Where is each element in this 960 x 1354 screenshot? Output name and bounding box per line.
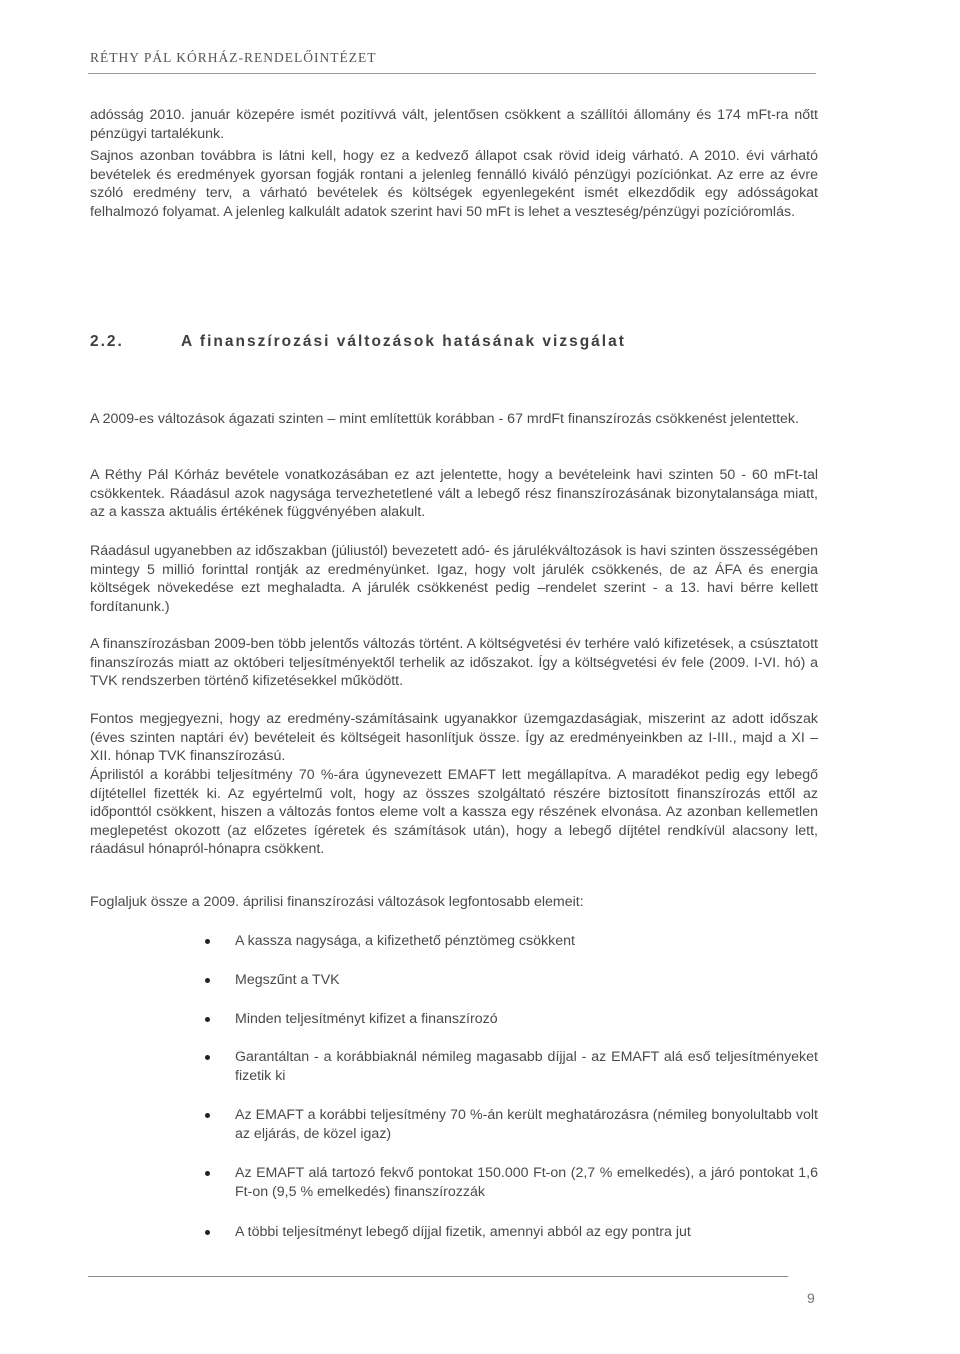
paragraph-9: Foglaljuk össze a 2009. áprilisi finanszírozási változások legfontosabb elemeit: (90, 894, 584, 910)
section-title: A finanszírozási változások hatásának vizsgálat (181, 333, 626, 350)
list-item: A többi teljesítményt lebegő díjjal fizetik, amennyi abból az egy pontra jut (235, 1223, 818, 1242)
list-item: Az EMAFT alá tartozó fekvő pontokat 150.000 Ft-on (2,7 % emelkedés), a járó pontokat 1,6 Ft-on (9,5 % emelkedés) finanszírozzák (235, 1164, 818, 1202)
paragraph-1: adósság 2010. január közepére ismét pozitívvá vált, jelentősen csökkent a szállítói állomány és 174 mFt-ra nőtt pénzügyi tartalékunk. (90, 107, 818, 142)
footer-rule (88, 1276, 788, 1277)
bullet-dot-icon (205, 1017, 210, 1022)
running-header: RÉTHY PÁL KÓRHÁZ-RENDELŐINTÉZET (90, 50, 377, 65)
bullet-dot-icon (205, 978, 210, 983)
bullet-dot-icon (205, 939, 210, 944)
bullet-dot-icon (205, 1171, 210, 1176)
list-item: Megszűnt a TVK (235, 971, 818, 990)
paragraph-4: A Réthy Pál Kórház bevétele vonatkozásában ez azt jelentette, hogy a bevételeink havi szinten 50 - 60 mFt-tal csökkentek. Ráadásul azok nagysága tervezhetetlené vált a lebegő rész finanszírozásának bizonytalansága miatt, az a kassza aktuális értékének függvényében alakult. (90, 467, 818, 520)
paragraph-3: A 2009-es változások ágazati szinten – mint említettük korábban - 67 mrdFt finanszírozás csökkenést jelentettek. (90, 411, 799, 427)
paragraph-7: Fontos megjegyezni, hogy az eredmény-számításaink ugyanakkor üzemgazdaságiak, miszerint az adott időszak (éves szinten naptári év) bevételeit és költségeit hasonlítjuk össze. Így az eredményeinkben az I-III., majd a XI – XII. hónap TVK finanszírozású. (90, 711, 818, 764)
page-number: 9 (807, 1290, 815, 1306)
bullet-dot-icon (205, 1113, 210, 1118)
list-item: Minden teljesítményt kifizet a finanszírozó (235, 1010, 818, 1029)
header-rule (88, 73, 816, 74)
section-heading (90, 333, 626, 351)
paragraph-2: Sajnos azonban továbbra is látni kell, hogy ez a kedvező állapot csak rövid ideig várható. A 2010. évi várható bevételek és eredmények gyorsan fogják rontani a jelenleg fennálló kiváló pénzügyi pozíciónkat. Az erre az évre szóló eredmény terv, a várható bevételek és költségek egyenlegeként ismét elkezdődik egy adósságokat felhalmozó folyamat. A jelenleg kalkulált adatok szerint havi 50 mFt is lehet a veszteség/pénzügyi pozícióromlás. (90, 148, 818, 220)
section-number: 2.2. (90, 333, 124, 350)
list-item: A kassza nagysága, a kifizethető pénztömeg csökkent (235, 932, 818, 951)
list-item: Az EMAFT a korábbi teljesítmény 70 %-án került meghatározásra (némileg bonyolultabb volt az eljárás, de közel igaz) (235, 1106, 818, 1144)
paragraph-8: Áprilistól a korábbi teljesítmény 70 %-ára úgynevezett EMAFT lett megállapítva. A maradékot pedig egy lebegő díjtétellel fizették ki. Az egyértelmű volt, hogy az összes szolgáltató részére biztosított finanszírozás ettől az időponttól csökkent, hiszen a változás fontos eleme volt a kassza egy részének elvonása. Az azonban kellemetlen meglepetést okozott (az előzetes ígéretek és számítások után), hogy a lebegő díjtétel rendkívül alacsony lett, ráadásul hónapról-hónapra csökkent. (90, 767, 818, 857)
paragraph-5: Ráadásul ugyanebben az időszakban (júliustól) bevezetett adó- és járulékváltozások is havi szinten összességében mintegy 5 millió forinttal rontják az eredményünket. Igaz, hogy volt járulék csökkenés, de az ÁFA és energia költségek növekedése ezt meghaladta. A járulék csökkenést pedig –rendelet szerint - a 13. havi bérre kellett fordítanunk.) (90, 543, 818, 615)
list-item: Garantáltan - a korábbiaknál némileg magasabb díjjal - az EMAFT alá eső teljesítményeket fizetik ki (235, 1048, 818, 1086)
bullet-dot-icon (205, 1230, 210, 1235)
paragraph-6: A finanszírozásban 2009-ben több jelentős változás történt. A költségvetési év terhére való kifizetések, a csúsztatott finanszírozás miatt az októberi teljesítményektől terhelik az időszakot. Így a költségvetési év fele (2009. I-VI. hó) a TVK rendszerben történő kifizetésekkel működött. (90, 636, 818, 689)
bullet-dot-icon (205, 1055, 210, 1060)
